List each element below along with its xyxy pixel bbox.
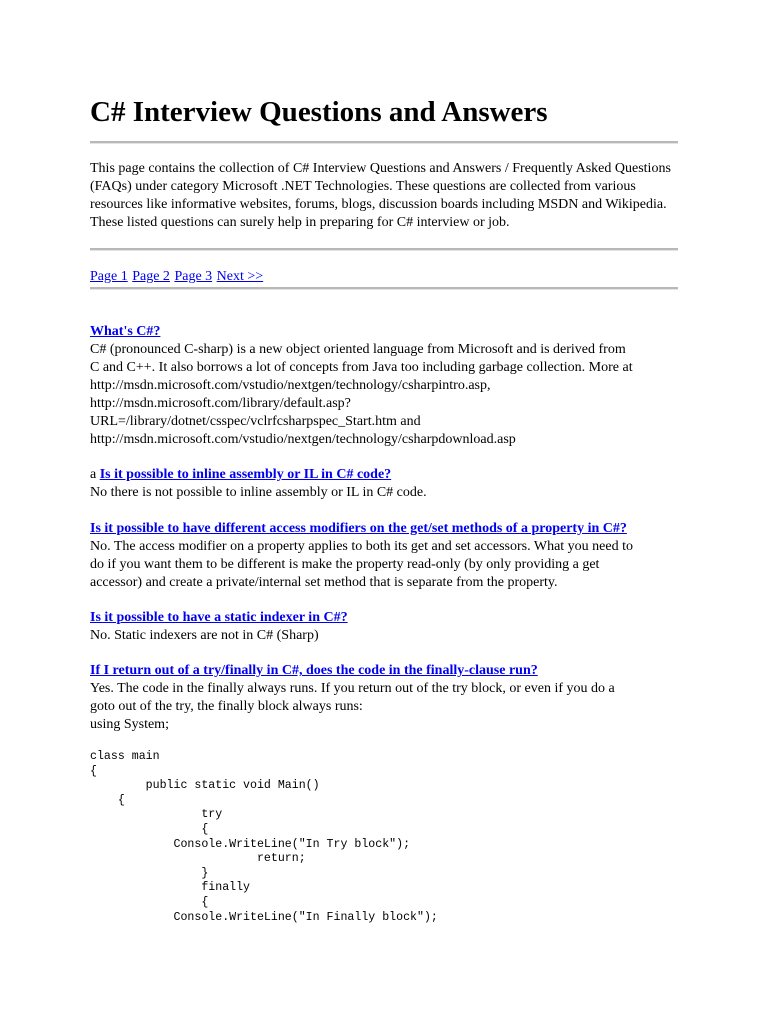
answer-line: using System;	[90, 717, 169, 732]
question-link[interactable]: Is it possible to have a static indexer in C#?	[90, 610, 348, 625]
answer-line: URL=/library/dotnet/csspec/vclrfcsharpspec_Start.htm and	[90, 414, 421, 429]
answer-line: No. Static indexers are not in C# (Sharp)	[90, 628, 319, 643]
next-page-link[interactable]: Next >>	[216, 269, 264, 284]
qa-item	[90, 609, 678, 645]
answer-line: do if you want them to be different is make the property read-only (by only providing a get	[90, 557, 600, 572]
intro-paragraph: This page contains the collection of C# Interview Questions and Answers / Frequently Asked Questions (FAQs) under category Microsoft .NET Technologies. These questions are collected from various resources like informative websites, forums, blogs, discussion boards including MSDN and Wikipedia. These listed questions can surely help in preparing for C# interview or job.	[90, 161, 671, 230]
title-divider	[90, 141, 678, 144]
answer-line: http://msdn.microsoft.com/vstudio/nextgen/technology/csharpintro.asp,	[90, 378, 491, 393]
qa-item	[90, 520, 678, 592]
answer-line: No. The access modifier on a property applies to both its get and set accessors. What you need to	[90, 539, 633, 554]
question-link[interactable]: If I return out of a try/finally in C#, does the code in the finally-clause run?	[90, 663, 538, 678]
answer-line: http://msdn.microsoft.com/vstudio/nextgen/technology/csharpdownload.asp	[90, 432, 516, 447]
answer-line: C# (pronounced C-sharp) is a new object oriented language from Microsoft and is derived from	[90, 342, 626, 357]
answer-line: Yes. The code in the finally always runs. If you return out of the try block, or even if you do a	[90, 681, 615, 696]
qa-item	[90, 662, 678, 734]
question-link[interactable]: Is it possible to have different access modifiers on the get/set methods of a property in C#?	[90, 521, 627, 536]
answer-line: No there is not possible to inline assembly or IL in C# code.	[90, 485, 427, 500]
answer-line: http://msdn.microsoft.com/library/default.asp?	[90, 396, 351, 411]
pagination	[90, 268, 678, 286]
answer-line: accessor) and create a private/internal set method that is separate from the property.	[90, 575, 558, 590]
page-1-link[interactable]: Page 1	[90, 269, 128, 284]
qa-item	[90, 466, 678, 502]
question-link[interactable]: Is it possible to inline assembly or IL in C# code?	[99, 467, 392, 482]
nav-divider	[90, 287, 678, 290]
code-block: class main { public static void Main() { try { Console.WriteLine("In Try block"); return; } finally { Console.WriteLine("In Finally block");	[90, 750, 438, 924]
page-title: C# Interview Questions and Answers	[90, 96, 548, 128]
answer-line: C and C++. It also borrows a lot of concepts from Java too including garbage collection. More at	[90, 360, 633, 375]
qa-item	[90, 323, 678, 449]
question-link[interactable]: What's C#?	[90, 324, 161, 339]
intro-divider	[90, 248, 678, 251]
question-prefix: a	[90, 467, 97, 482]
answer-line: goto out of the try, the finally block always runs:	[90, 699, 363, 714]
page-2-link[interactable]: Page 2	[132, 269, 170, 284]
page-3-link[interactable]: Page 3	[174, 269, 213, 284]
